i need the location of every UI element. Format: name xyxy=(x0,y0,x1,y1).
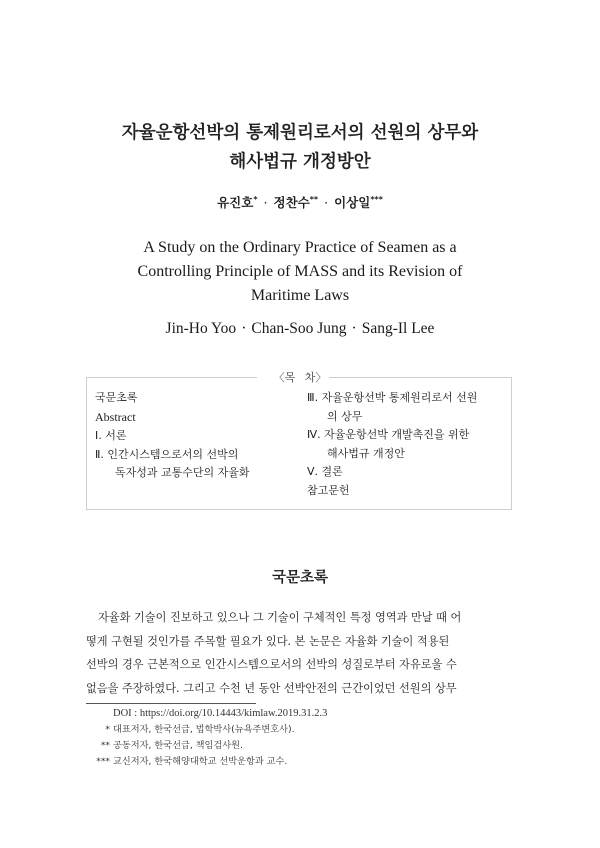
footnote-doi xyxy=(86,706,327,722)
english-title-line-3: Maritime Laws xyxy=(250,287,350,304)
author-3-ko: 이상일 xyxy=(334,195,371,210)
footnote-divider xyxy=(86,703,256,704)
author-2-en: Chan-Soo Jung xyxy=(251,320,347,337)
korean-authors xyxy=(0,193,600,211)
toc-item: Ⅰ. 서론 xyxy=(95,429,127,442)
author-separator: · xyxy=(351,320,357,337)
footnote-3-text: 교신저자, 한국해양대학교 선박운항과 교수. xyxy=(113,756,288,767)
toc-item: 의 상무 xyxy=(327,409,363,423)
table-of-contents xyxy=(86,371,512,510)
author-separator: · xyxy=(241,320,247,337)
footnote-2-mark: ** xyxy=(100,740,110,751)
toc-heading-open: 〈목 xyxy=(273,371,296,384)
author-1-en: Jin-Ho Yoo xyxy=(165,320,237,337)
toc-heading-close: 차〉 xyxy=(304,371,327,384)
english-title-line-2: Controlling Principle of MASS and its Revision of xyxy=(137,263,463,280)
abstract-line: 없음을 주장하였다. 그리고 수천 년 동안 선박안전의 근간이었던 선원의 상무 xyxy=(86,681,457,695)
footnote-1-mark: * xyxy=(105,724,110,735)
author-separator: · xyxy=(324,195,329,210)
abstract-line: 자율화 기술이 진보하고 있으나 그 기술이 구체적인 특정 영역과 만날 때 어 xyxy=(98,611,462,624)
footnote-2 xyxy=(86,738,327,754)
abstract-line: 선박의 경우 근본적으로 인간시스템으로서의 선박의 성질로부터 자유로울 수 xyxy=(86,658,457,671)
english-title-line-1: A Study on the Ordinary Practice of Seamen as a xyxy=(143,239,457,256)
abstract-heading: 국문초록 xyxy=(271,570,329,586)
author-2-ko: 정찬수 xyxy=(273,195,310,210)
author-1-mark: * xyxy=(253,194,258,204)
author-2-mark: ** xyxy=(309,194,319,204)
footnote-1 xyxy=(86,722,327,738)
author-3-en: Sang-Il Lee xyxy=(361,320,435,337)
toc-item: 해사법규 개정안 xyxy=(327,446,405,460)
toc-heading xyxy=(87,369,513,385)
footnote-3-mark: *** xyxy=(96,756,110,767)
toc-item: Ⅱ. 인간시스템으로서의 선박의 xyxy=(95,447,239,461)
english-authors xyxy=(0,320,600,338)
author-separator: · xyxy=(263,195,268,210)
toc-left-column xyxy=(95,389,295,483)
author-1-ko: 유진호 xyxy=(217,195,254,210)
toc-item xyxy=(95,408,295,428)
toc-item: 국문초록 xyxy=(95,391,138,404)
footnote-1-text: 대표저자, 한국선급, 법학박사(뉴욕주변호사). xyxy=(113,724,295,735)
footnote-2-text: 공동저자, 한국선급, 책임검사원. xyxy=(113,740,243,751)
abstract-line: 떻게 구현될 것인가를 주목할 필요가 있다. 본 논문은 자율화 기술이 적용된 xyxy=(86,634,450,648)
korean-title-line-2: 해사법규 개정방안 xyxy=(229,152,371,172)
footnote-3 xyxy=(86,754,327,770)
toc-item: Ⅲ. 자율운항선박 통제원리로서 선원 xyxy=(307,391,478,404)
author-3-mark: *** xyxy=(370,194,383,204)
korean-title-line-1: 자율운항선박의 통제원리로서의 선원의 상무와 xyxy=(121,123,479,143)
doi-link[interactable]: DOI : https://doi.org/10.14443/kimlaw.2019.31.2.3 xyxy=(113,708,328,719)
toc-item-abstract: Abstract xyxy=(95,409,136,424)
toc-item: Ⅳ. 자율운항선박 개발촉진을 위한 xyxy=(307,428,470,441)
abstract-body xyxy=(86,606,514,700)
toc-right-column xyxy=(307,389,507,500)
toc-item: Ⅴ. 결론 xyxy=(307,465,343,478)
toc-item: 독자성과 교통수단의 자율화 xyxy=(115,466,250,479)
toc-item: 참고문헌 xyxy=(307,483,350,497)
footnotes xyxy=(86,706,327,770)
